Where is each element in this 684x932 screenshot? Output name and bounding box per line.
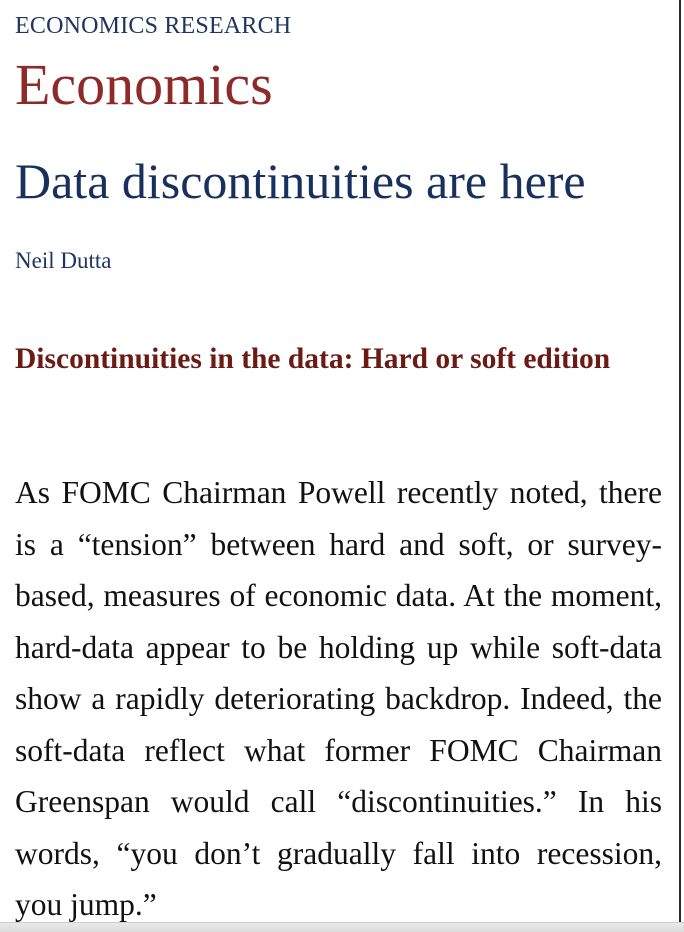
bottom-scroll-edge — [0, 922, 684, 932]
section-subheading: Discontinuities in the data: Hard or soft edition — [15, 343, 611, 375]
section-label: ECONOMICS RESEARCH — [15, 13, 292, 39]
author-byline: Neil Dutta — [15, 248, 112, 273]
article-headline: Data discontinuities are here — [15, 153, 586, 209]
masthead-title: Economics — [15, 52, 273, 117]
body-paragraph: As FOMC Chairman Powell recently noted, there is a “tension” between hard and soft, or survey-based, measures of economic data. At the moment, hard-data appear to be holding up while soft-data show a rapidly deteriorating backdrop. Indeed, the soft-data reflect what former FOMC Chairman Greenspan would call “discontinuities.” In his words, “you don’t gradually fall into recession, you jump.” — [15, 475, 662, 922]
